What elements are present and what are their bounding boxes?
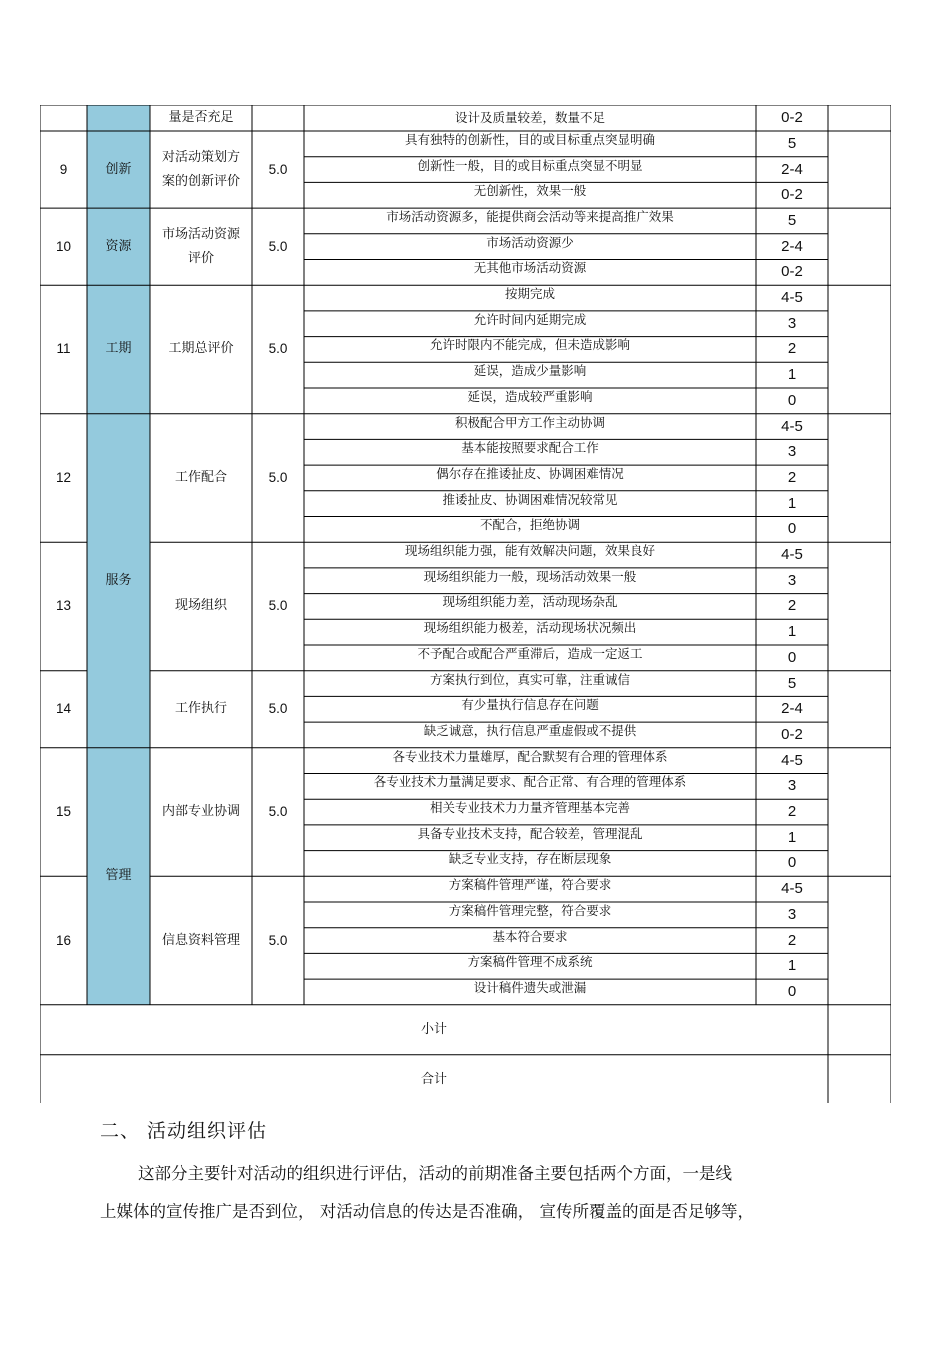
criterion-text: 积极配合甲方工作主动协调: [454, 414, 605, 430]
criterion-text: 各专业技术力量满足要求、配合正常、有合理的管理体系: [373, 774, 687, 790]
category-label: 创新: [105, 161, 132, 177]
category-label: 工期: [105, 341, 132, 357]
criterion-text: 允许时间内延期完成: [473, 311, 587, 327]
section-paragraph-line-1: 这部分主要针对活动的组织进行评估，活动的前期准备主要包括两个方面，一是线: [138, 1164, 732, 1183]
row-number: 14: [55, 701, 72, 717]
criterion-text: 方案稿件管理完整，符合要求: [448, 902, 612, 918]
criterion-score: 3: [787, 777, 797, 795]
row-weight: 5.0: [268, 932, 288, 948]
criterion-score: 0-2: [781, 725, 803, 743]
criterion-score: 4-5: [781, 289, 803, 307]
criterion-score: 3: [787, 443, 797, 461]
partial-row-score: 0-2: [781, 109, 803, 126]
criterion-text: 具有独特的创新性，目的或目标重点突显明确: [404, 131, 655, 147]
row-item: 工期总评价: [168, 341, 234, 357]
row-number: 16: [55, 932, 72, 948]
criterion-text: 不予配合或配合严重滞后，造成一定返工: [417, 645, 643, 661]
criterion-text: 延误，造成较严重影响: [467, 388, 593, 404]
criterion-score: 0: [787, 520, 797, 538]
criterion-score: 0: [787, 854, 797, 872]
evaluation-table: [40, 105, 891, 1103]
criterion-text: 缺乏专业支持，存在断层现象: [448, 851, 612, 867]
criterion-text: 市场活动资源少: [486, 234, 574, 250]
criterion-score: 1: [787, 366, 797, 384]
criterion-score: 0: [787, 648, 797, 666]
row-number: 15: [55, 804, 72, 820]
criterion-text: 按期完成: [504, 286, 555, 302]
criterion-score: 0: [787, 391, 797, 409]
criterion-score: 2: [787, 803, 797, 821]
criterion-score: 1: [787, 957, 797, 975]
row-item: 工作执行: [174, 701, 227, 717]
row-weight: 5.0: [268, 804, 288, 820]
row-item: 内部专业协调: [161, 804, 240, 820]
criterion-text: 有少量执行信息存在问题: [461, 697, 599, 713]
criterion-text: 无创新性，效果一般: [473, 183, 587, 199]
row-weight: 5.0: [268, 341, 288, 357]
criterion-score: 4-5: [781, 417, 803, 435]
criterion-score: 1: [787, 828, 797, 846]
criterion-text: 现场组织能力差，活动现场杂乱: [442, 594, 618, 610]
criterion-text: 设计稿件遗失或泄漏: [473, 979, 587, 995]
criterion-score: 3: [787, 314, 797, 332]
subtotal-label: 小计: [420, 1021, 447, 1037]
row-item: 信息资料管理: [161, 932, 240, 948]
criterion-score: 2-4: [781, 700, 803, 718]
row-number: 11: [56, 341, 71, 357]
category-label: 资源: [105, 238, 132, 254]
criterion-score: 2: [787, 340, 797, 358]
criterion-text: 现场组织能力一般，现场活动效果一般: [423, 568, 637, 584]
criterion-text: 各专业技术力量雄厚，配合默契有合理的管理体系: [392, 748, 668, 764]
criterion-text: 现场组织能力强，能有效解决问题，效果良好: [404, 543, 655, 559]
criterion-score: 5: [787, 674, 797, 692]
criterion-text: 无其他市场活动资源: [473, 260, 587, 276]
row-number: 13: [55, 598, 72, 614]
criterion-text: 不配合，拒绝协调: [479, 517, 580, 533]
section-paragraph-line-2: 上媒体的宣传推广是否到位， 对活动信息的传达是否准确， 宣传所覆盖的面是否足够等，: [100, 1202, 754, 1221]
total-label: 合计: [420, 1071, 447, 1087]
criterion-text: 市场活动资源多，能提供商会活动等来提高推广效果: [386, 208, 674, 224]
row-weight: 5.0: [268, 701, 288, 717]
category-label: 服务: [105, 572, 132, 588]
criterion-score: 4-5: [781, 751, 803, 769]
criterion-text: 方案执行到位，真实可靠，注重诚信: [429, 671, 630, 687]
category-fill-partial: [87, 105, 150, 131]
criterion-score: 3: [787, 571, 797, 589]
criterion-score: 0-2: [781, 263, 803, 281]
row-item: 工作配合: [174, 469, 227, 485]
criterion-text: 方案稿件管理不成系统: [467, 954, 593, 970]
criterion-text: 具备专业技术支持，配合较差，管理混乱: [417, 825, 643, 841]
row-item: 市场活动资源评价: [161, 226, 240, 266]
partial-row-criterion: 设计及质量较差，数量不足: [454, 110, 605, 125]
row-item: 现场组织: [174, 598, 227, 614]
criterion-score: 2: [787, 931, 797, 949]
criterion-text: 推诿扯皮、协调困难情况较常见: [442, 491, 618, 507]
criterion-score: 4-5: [781, 880, 803, 898]
criterion-score: 2-4: [781, 160, 803, 178]
criterion-score: 5: [787, 211, 797, 229]
criterion-score: 2: [787, 468, 797, 486]
criterion-text: 偶尔存在推诿扯皮、协调困难情况: [436, 465, 624, 481]
row-item: 对活动策划方案的创新评价: [161, 149, 240, 189]
row-weight: 5.0: [268, 238, 288, 254]
criterion-text: 允许时限内不能完成，但未造成影响: [429, 337, 630, 353]
criterion-text: 方案稿件管理严谨，符合要求: [448, 877, 612, 893]
row-weight: 5.0: [268, 598, 288, 614]
section-heading: 二、 活动组织评估: [100, 1120, 268, 1142]
row-number: 10: [55, 238, 72, 254]
criterion-score: 2-4: [781, 237, 803, 255]
criterion-text: 创新性一般，目的或目标重点突显不明显: [417, 157, 643, 173]
criterion-text: 相关专业技术力力量齐管理基本完善: [429, 800, 630, 816]
criterion-score: 1: [787, 494, 797, 512]
criterion-score: 0-2: [781, 186, 803, 204]
criterion-score: 5: [787, 134, 797, 152]
row-weight: 5.0: [268, 161, 288, 177]
row-number: 12: [55, 469, 72, 485]
criterion-score: 2: [787, 597, 797, 615]
criterion-score: 4-5: [781, 546, 803, 564]
partial-row-item: 量是否充足: [168, 110, 234, 125]
category-label: 管理: [105, 868, 132, 884]
criterion-score: 0: [787, 982, 797, 1000]
criterion-text: 缺乏诚意，执行信息严重虚假或不提供: [423, 722, 637, 738]
row-number: 9: [59, 161, 68, 177]
criterion-score: 1: [787, 623, 797, 641]
criterion-text: 现场组织能力极差，活动现场状况频出: [423, 620, 637, 636]
criterion-text: 基本符合要求: [492, 928, 568, 944]
criterion-text: 延误，造成少量影响: [473, 363, 587, 379]
criterion-text: 基本能按照要求配合工作: [461, 440, 599, 456]
row-weight: 5.0: [268, 469, 288, 485]
criterion-score: 3: [787, 905, 797, 923]
